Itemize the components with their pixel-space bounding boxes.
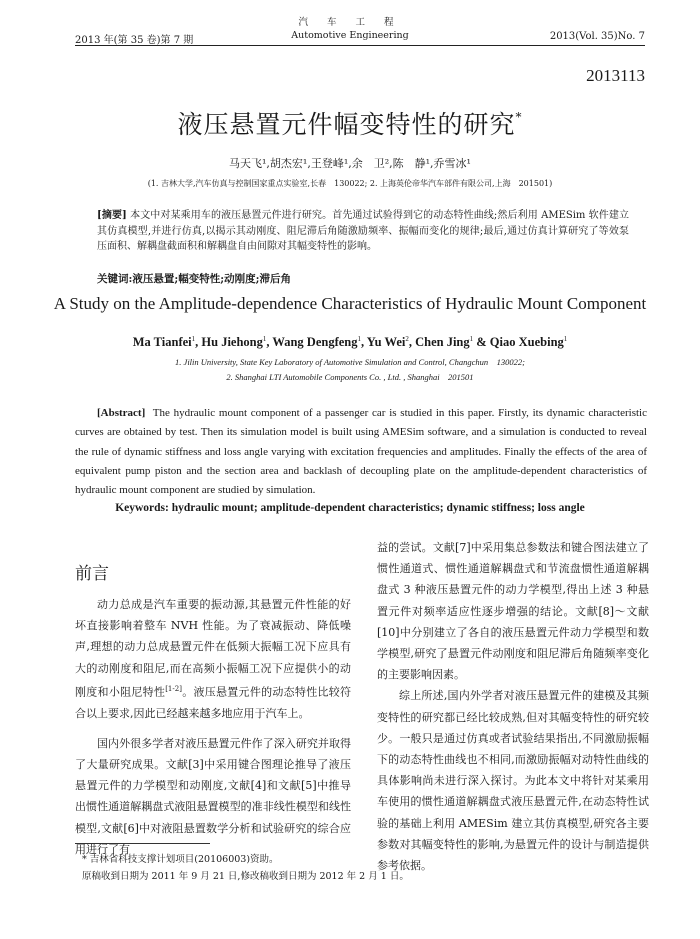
footnote-funding: * 吉林省科技支撑计划项目(20106003)资助。 <box>82 854 279 865</box>
abstract-en-text: The hydraulic mount component of a passenger car is studied in this paper. Firstly, its dynamic characteristic curves are obtained by test. Then its simulation model is built using AMESim software, and a simulation is conducted to reveal the rule of dynamic stiffness and loss angle varying with excitation frequencies and amplitudes. Finally the effects of the area of equivalent pump piston and the section area and backlash of decoupling plate on the amplitude-dependent characteristics of hydraulic mount component are studied by simulation. <box>75 407 647 497</box>
abstract-cn <box>97 208 629 255</box>
affiliation-en-2: 2. Shanghai LTI Automobile Components Co. , Ltd. , Shanghai 201501 <box>226 372 474 382</box>
affiliation-cn: (1. 吉林大学,汽车仿真与控制国家重点实验室,长春 130022; 2. 上海英伦帝华汽车部件有限公司,上海 201501) <box>147 179 553 188</box>
footnote-rule <box>75 843 210 844</box>
footnote-dates: 原稿收到日期为 2011 年 9 月 21 日,修改稿收到日期为 2012 年 2 月 1 日。 <box>82 871 409 882</box>
authors-en: Ma Tianfei$^1$, Hu Jiehong$^1$, Wang Dengfeng$^1$, Yu Wei$^2$, Chen Jing$^1$ & Qiao Xuebing$^1$ <box>132 335 568 350</box>
paragraph: 动力总成是汽车重要的振动源,其悬置元件性能的好坏直接影响着整车 NVH 性能。为了衰减振动、降低噪声,理想的动力总成悬置元件在低频大振幅工况下应具有大的动刚度和阻尼,而在高频小振幅工况下应提供小的动刚度和小阻尼特性[1-2]。液压悬置元件的动态特性比较符合以上要求,因此已经越来越多地应用于汽车上。 <box>75 598 352 720</box>
paper-id: 2013113 <box>586 66 645 85</box>
issue-cn: 2013 年(第 35 卷)第 7 期 <box>75 35 194 46</box>
author-en: Wang Dengfeng$^1$ <box>272 335 361 350</box>
paragraph: 益的尝试。文献[7]中采用集总参数法和键合图法建立了惯性通道式、惯性通道解耦盘式和节流盘惯性通道解耦盘式 3 种液压悬置元件的动力学模型,得出上述 3 种悬置元件对频率适应性逐步增强的结论。文献[8]～文献[10]中分别建立了各自的液压悬置元件动力学模型和数学模型,研究了悬置元件动刚度和阻尼滞后角随频率变化的主要影响因素。 <box>377 541 649 682</box>
abstract-en-label: [Abstract] <box>97 407 146 419</box>
author-en: Qiao Xuebing$^1$ <box>489 335 568 350</box>
title-cn-text: 液压悬置元件幅变特性的研究 <box>177 110 516 139</box>
journal-name-cn: 汽 车 工 程 <box>298 17 402 28</box>
author-en: Hu Jiehong$^1$ <box>201 335 267 350</box>
body-right-column <box>377 537 649 876</box>
citation: [1-2] <box>165 684 182 693</box>
abstract-cn-text: 本文中对某乘用车的液压悬置元件进行研究。首先通过试验得到它的动态特性曲线;然后利用 AMESim 软件建立其仿真模型,并进行仿真,以揭示其动刚度、阻尼滞后角随激励频率、振幅而变化的规律;最后,通过仿真计算研究了等效泵压面积、解耦盘截面积和解耦盘自由间隙对其幅变特性的影响。 <box>97 210 629 252</box>
title-en: A Study on the Amplitude-dependence Characteristics of Hydraulic Mount Component <box>53 294 647 313</box>
abstract-cn-label: [摘要] <box>97 210 127 221</box>
abstract-en <box>75 404 647 500</box>
title-footnote-mark: * <box>515 110 523 124</box>
header-rule <box>75 45 645 46</box>
body-left-column <box>75 594 351 860</box>
keywords-cn: 关键词:液压悬置;幅变特性;动刚度;滞后角 <box>97 273 292 285</box>
issue-en: 2013(Vol. 35)No. 7 <box>549 31 645 42</box>
title-cn <box>0 105 700 141</box>
paragraph: 国内外很多学者对液压悬置元件作了深入研究并取得了大量研究成果。文献[3]中采用键合图理论推导了液压悬置元件的力学模型和动刚度,文献[4]和文献[5]中推导出惯性通道解耦盘式液阻悬置模型的准非线性模型和线性模型,文献[6]中对液阻悬置数学分析和试验研究的综合应用进行了有 <box>75 736 351 856</box>
keywords-en: Keywords: hydraulic mount; amplitude-dependent characteristics; dynamic stiffness; loss angle <box>115 502 585 514</box>
author-en: Chen Jing$^1$ <box>415 335 474 350</box>
journal-name-en: Automotive Engineering <box>291 30 409 41</box>
authors-cn: 马天飞¹,胡杰宏¹,王登峰¹,余 卫²,陈 静¹,乔雪冰¹ <box>229 157 471 170</box>
author-en: Yu Wei$^2$ <box>366 335 409 350</box>
paragraph: 综上所述,国内外学者对液压悬置元件的建模及其频变特性的研究都已经比较成熟,但对其幅变特性的研究较少。一般只是通过仿真或者试验结果指出,不同激励振幅下的动态特性曲线也不相同,而激励振幅对动特性曲线的具体影响尚未进行深入探讨。为此本文中将针对某乘用车使用的惯性通道解耦盘式液压悬置元件,在动态特性试验的基础上利用 AMESim 建立其仿真模型,研究各主要参数对其幅变特性的影响,为悬置元件的设计与制造提供参考依据。 <box>377 689 649 873</box>
author-en: Ma Tianfei$^1$ <box>132 335 196 350</box>
section-heading-preface: 前言 <box>75 564 109 584</box>
affiliation-en-1: 1. Jilin University, State Key Laboratory of Automotive Simulation and Control, Changchun 130022; <box>175 357 525 367</box>
